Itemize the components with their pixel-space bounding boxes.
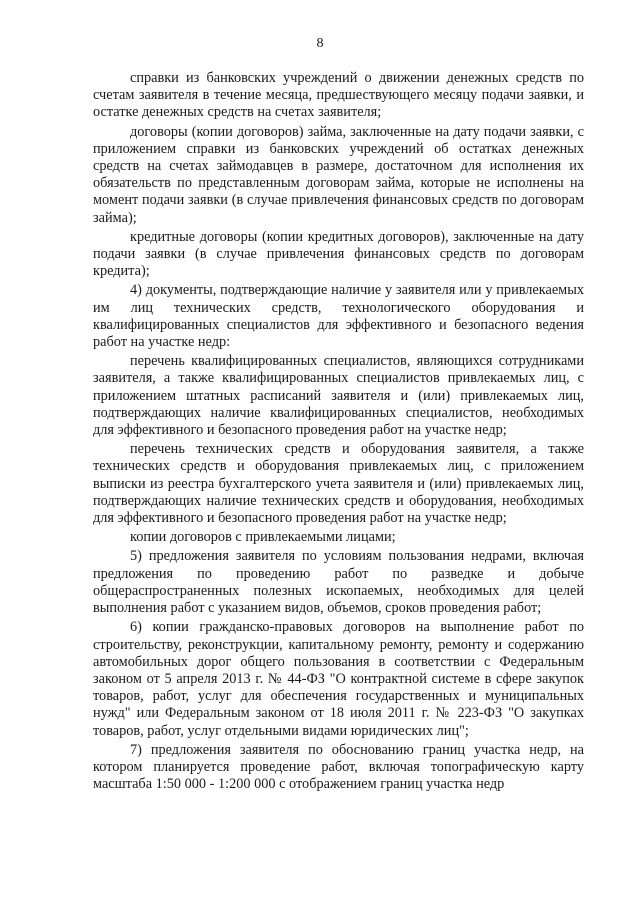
paragraph-loan-agreements: договоры (копии договоров) займа, заключенные на дату подачи заявки, с приложением справки из банковских учреждений об остатках денежных средств на счетах займодавцев в размере, достаточном для исполнения их обязательств по представленным договорам займа, которые не исполнены на момент подачи заявки (в случае привлечения финансовых средств по договорам займа); [93, 123, 584, 226]
paragraph-credit-agreements: кредитные договоры (копии кредитных договоров), заключенные на дату подачи заявки (в случае привлечения финансовых средств по договорам кредита); [93, 228, 584, 280]
page-body [93, 70, 584, 793]
page-number: 8 [316, 36, 324, 51]
paragraph-equipment-list: перечень технических средств и оборудования заявителя, а также технических средств и оборудования привлекаемых лиц, с приложением выписки из реестра бухгалтерского учета заявителя и (или) привлекаемых лиц, подтверждающих наличие технических средств и оборудования, необходимых для эффективного и безопасного проведения работ на участке недр; [93, 441, 584, 527]
paragraph-contract-copies: копии договоров с привлекаемыми лицами; [130, 529, 396, 546]
paragraph-item-5: 5) предложения заявителя по условиям пользования недрами, включая предложения по проведению работ по разведке и добыче общераспространенных полезных ископаемых, необходимых для целей выполнения работ с указанием видов, объемов, сроков проведения работ; [93, 548, 584, 617]
paragraph-item-7: 7) предложения заявителя по обоснованию границ участка недр, на котором планируется проведение работ, включая топографическую карту масштаба 1:50 000 - 1:200 000 с отображением границ участка недр [93, 741, 584, 793]
paragraph-item-4: 4) документы, подтверждающие наличие у заявителя или у привлекаемых им лиц технических средств, технологического оборудования и квалифицированных специалистов для эффективного и безопасного ведения работ на участке недр: [93, 282, 584, 351]
paragraph-bank-statements: справки из банковских учреждений о движении денежных средств по счетам заявителя в течение месяца, предшествующего месяцу подачи заявки, и остатке денежных средств на счетах заявителя; [93, 70, 584, 121]
paragraph-specialists-list: перечень квалифицированных специалистов, являющихся сотрудниками заявителя, а также квалифицированных специалистов привлекаемых лиц, с приложением штатных расписаний заявителя и (или) привлекаемых лиц, подтверждающих наличие квалифицированных специалистов, необходимых для эффективного и безопасного проведения работ на участке недр; [93, 353, 584, 439]
paragraph-item-6: 6) копии гражданско-правовых договоров на выполнение работ по строительству, реконструкции, капитальному ремонту, ремонту и содержанию автомобильных дорог общего пользования в соответствии с Федеральным законом от 5 апреля 2013 г. № 44-ФЗ "О контрактной системе в сфере закупок товаров, работ, услуг для обеспечения государственных и муниципальных нужд" или Федеральным законом от 18 июля 2011 г. № 223-ФЗ "О закупках товаров, работ, услуг отдельными видами юридических лиц"; [93, 619, 584, 739]
